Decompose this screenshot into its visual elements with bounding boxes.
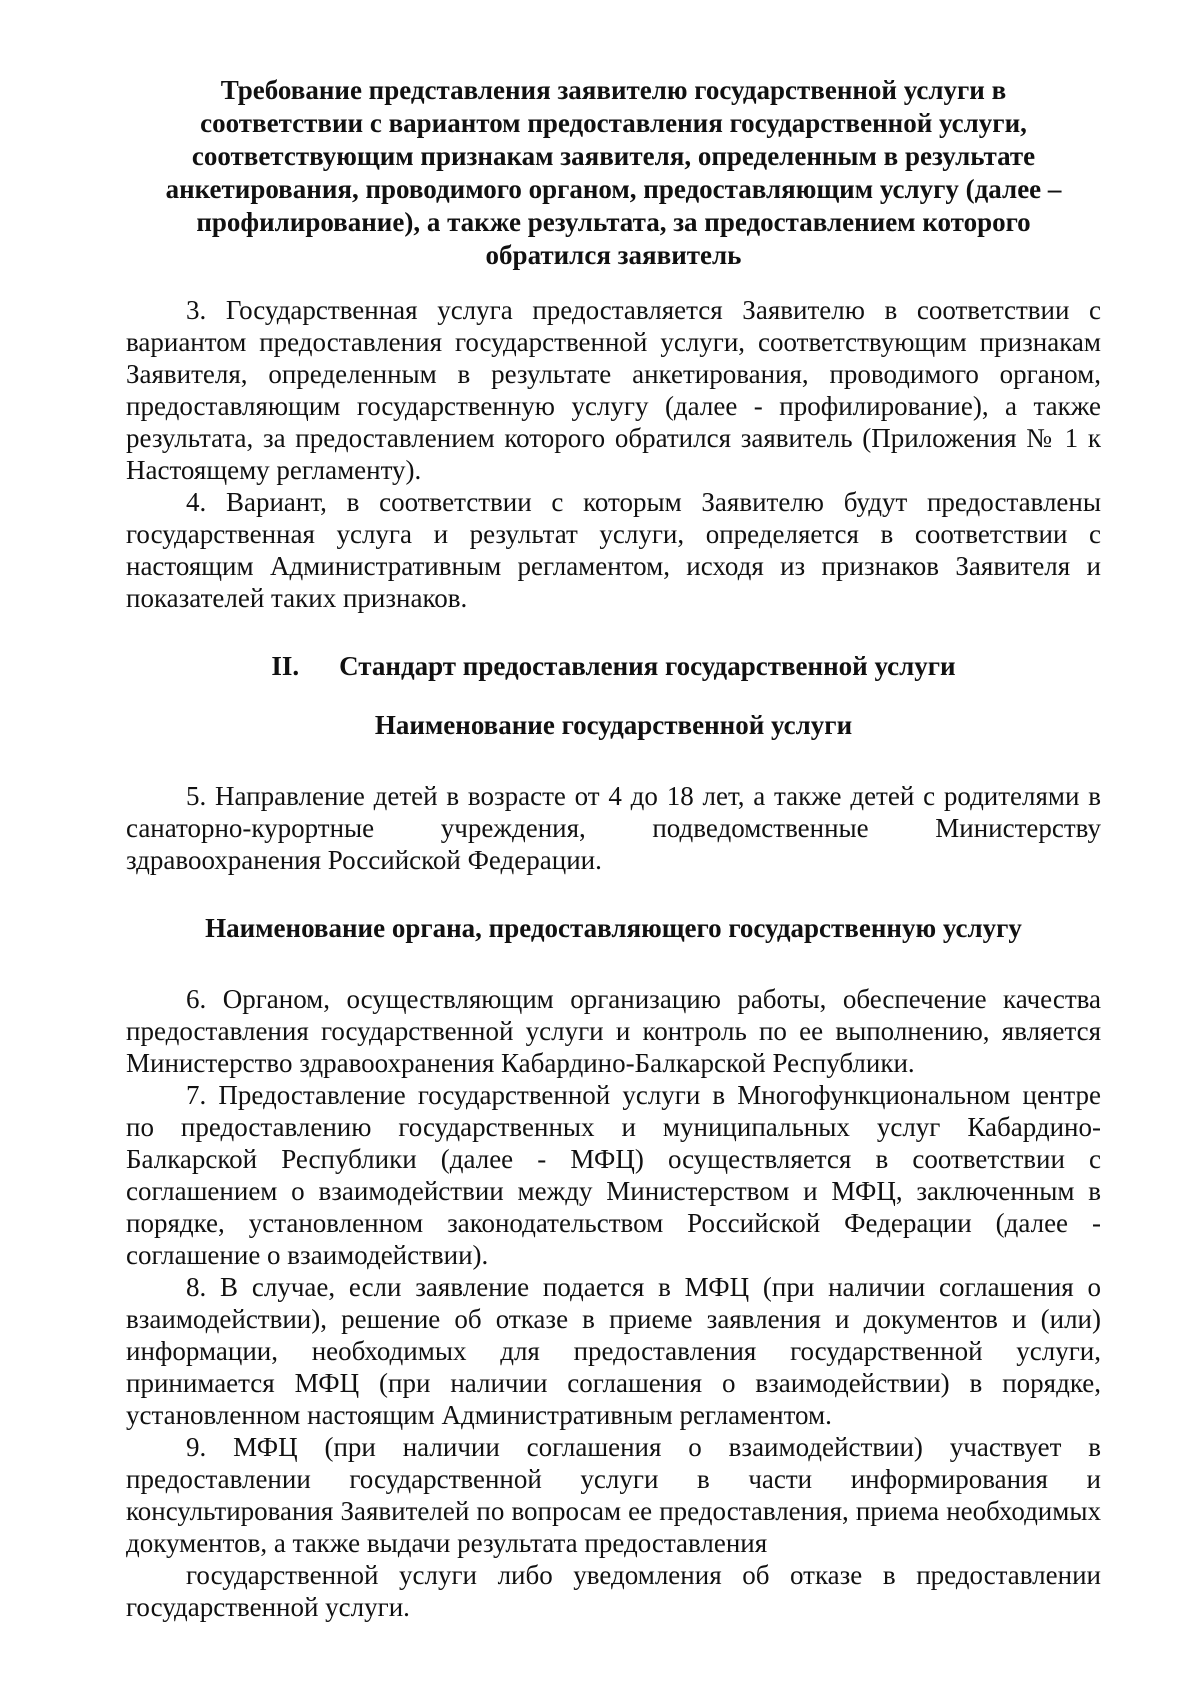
section-title xyxy=(126,650,1101,683)
paragraph-9-continuation: государственной услуги либо уведомления об отказе в предоставлении государственной услуги. xyxy=(126,1560,1101,1622)
paragraph-8: 8. В случае, если заявление подается в МФЦ (при наличии соглашения о взаимодействии), решение об отказе в приеме заявления и документов и (или) информации, необходимых для предоставления государственной услуги, принимается МФЦ (при наличии соглашения о взаимодействии) в порядке, установленном настоящим Административным регламентом. xyxy=(126,1272,1101,1430)
paragraph-9: 9. МФЦ (при наличии соглашения о взаимодействии) участвует в предоставлении государственной услуги в части информирования и консультирования Заявителей по вопросам ее предоставления, приема необходимых документов, а также выдачи результата предоставления xyxy=(126,1432,1101,1558)
intro-heading: Требование представления заявителю государственной услуги в соответствии с вариантом предоставления государственной услуги, соответствующим признакам заявителя, определенным в результате анкетирования, проводимого органом, предоставляющим услугу (далее – профилирование), а также результата, за предоставлением которого обратился заявитель xyxy=(165,75,1062,270)
paragraph-3: 3. Государственная услуга предоставляется Заявителю в соответствии с вариантом предоставления государственной услуги, соответствующим признакам Заявителя, определенным в результате анкетирования, проводимого органом, предоставляющим государственную услугу (далее - профилирование), а также результата, за предоставлением которого обратился заявитель (Приложения № 1 к Настоящему регламенту). xyxy=(126,295,1101,485)
paragraph-4: 4. Вариант, в соответствии с которым Заявителю будут предоставлены государственная услуга и результат услуги, определяется в соответствии с настоящим Административным регламентом, исходя из признаков Заявителя и показателей таких признаков. xyxy=(126,487,1101,613)
section-number: II. xyxy=(271,651,300,681)
service-name-heading: Наименование государственной услуги xyxy=(374,710,853,740)
paragraph-5: 5. Направление детей в возрасте от 4 до 18 лет, а также детей с родителями в санаторно-курортные учреждения, подведомственные Министерству здравоохранения Российской Федерации. xyxy=(126,781,1101,875)
organ-heading: Наименование органа, предоставляющего государственную услугу xyxy=(205,913,1022,943)
section-title-text: Стандарт предоставления государственной услуги xyxy=(339,651,956,681)
paragraph-6: 6. Органом, осуществляющим организацию работы, обеспечение качества предоставления государственной услуги и контроль по ее выполнению, является Министерство здравоохранения Кабардино-Балкарской Республики. xyxy=(126,984,1101,1078)
paragraph-7: 7. Предоставление государственной услуги в Многофункциональном центре по предоставлению государственных и муниципальных услуг Кабардино-Балкарской Республики (далее - МФЦ) осуществляется в соответствии с соглашением о взаимодействии между Министерством и МФЦ, заключенным в порядке, установленном законодательством Российской Федерации (далее - соглашение о взаимодействии). xyxy=(126,1080,1101,1270)
document-page xyxy=(126,74,1101,1623)
